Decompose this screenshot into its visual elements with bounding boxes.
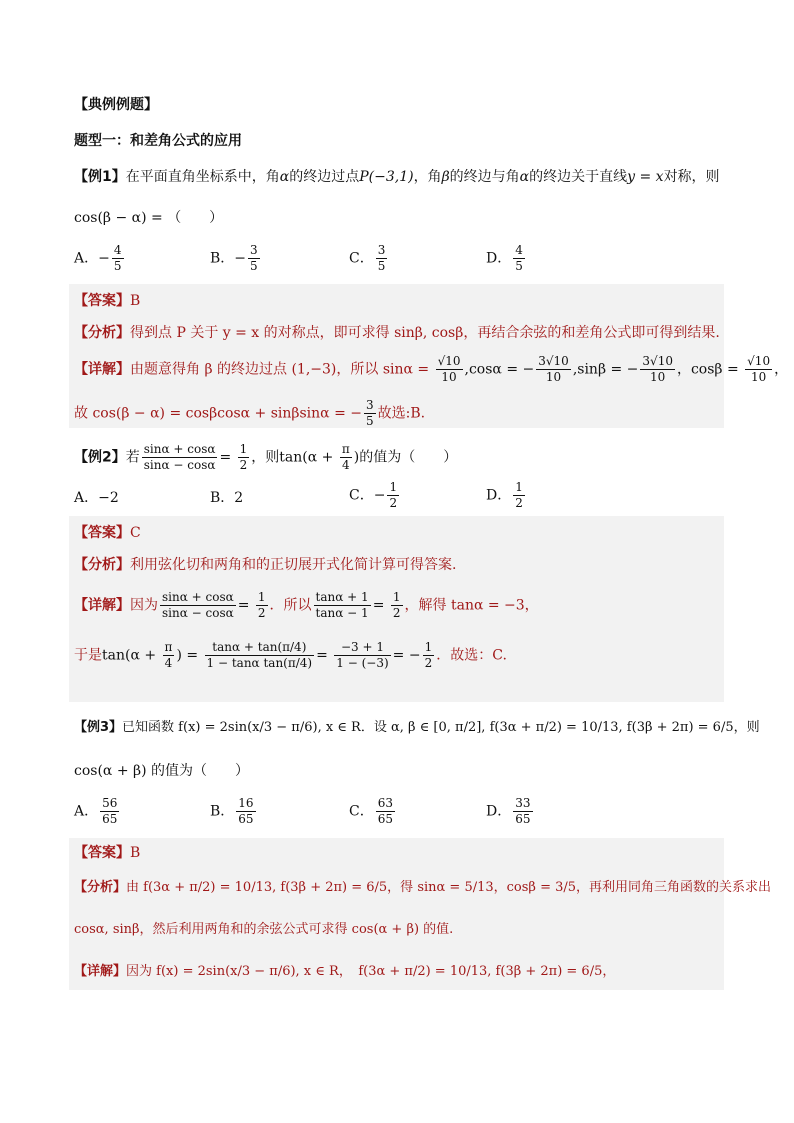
example2-answer: 【答案】C <box>74 525 141 541</box>
beta-symbol: β <box>441 169 450 185</box>
stem-text: ，角 <box>413 169 442 185</box>
example3-option-b: B． $\frac{16}{65}$ <box>210 796 254 826</box>
question-type-title: 题型一：和差角公式的应用 <box>74 133 242 149</box>
example1-option-c: C． $\frac{3}{5}$ <box>349 243 386 273</box>
example3-question: cos(α + β) 的值为（ ） <box>74 763 250 779</box>
example2-option-c: C．− $\frac{1}{2}$ <box>349 480 398 510</box>
example1-answer: 【答案】B <box>74 293 141 309</box>
example3-analysis: 【分析】由 f(3α + π/2) = 10/13, f(3β + 2π) = 6/5，得 sinα = 5/13，cosβ = 3/5，再利用同角三角函数的关系求出 <box>74 880 772 895</box>
example3-analysis-cont: cosα, sinβ，然后利用两角和的余弦公式可求得 cos(α + β) 的值. <box>74 922 454 937</box>
example3-option-c: C． $\frac{63}{65}$ <box>349 796 393 826</box>
example2-detail-cont: 于是tan(α + $\frac{\pi}{4}$ ) = $\frac{\tan\alpha + \tan(\pi/4)}{\text{1 − tanα tan(π/4)}}$ = $\frac{-3 + 1}{1 - (-3)}$ = − $\frac{1}{2}$ ．故选：C. <box>74 640 507 670</box>
example1-analysis: 【分析】得到点 P 关于 y = x 的对称点，即可求得 sinβ, cosβ，再结合余弦的和差角公式即可得到结果. <box>74 325 720 341</box>
example2-option-b: B．2 <box>210 490 244 506</box>
point-p: P(−3,1) <box>359 169 414 185</box>
alpha-symbol: α <box>279 169 290 185</box>
example3-option-d: D． $\frac{33}{65}$ <box>486 796 531 826</box>
example1-detail-cont: 故 cos(β − α) = cosβcosα + sinβsinα = − $\frac{3}{5}$ 故选:B. <box>74 398 426 428</box>
example1-option-b: B．− $\frac{3}{5}$ <box>210 243 258 273</box>
example1-option-a: A．− $\frac{4}{5}$ <box>74 243 122 273</box>
example1-stem <box>74 166 720 186</box>
example2-option-d: D． $\frac{1}{2}$ <box>486 480 523 510</box>
example2-option-a: A．−2 <box>74 490 119 506</box>
example2-stem: 【例2】若 $\frac{\sin\alpha + \cos\alpha}{\sin\alpha - \cos\alpha}$ = $\frac{1}{2}$ ，则tan(α + $\frac{\pi}{4}$ )的值为（ ） <box>74 442 458 472</box>
example3-answer: 【答案】B <box>74 845 141 861</box>
example1-option-d: D． $\frac{4}{5}$ <box>486 243 523 273</box>
stem-text: 在平面直角坐标系中，角 <box>125 169 280 185</box>
section-heading: 【典例例题】 <box>74 97 158 113</box>
example1-tag: 【例1】 <box>74 169 126 185</box>
alpha-symbol: α <box>519 169 530 185</box>
example1-question: cos(β − α) = （ ） <box>74 210 224 226</box>
example3-option-a: A． $\frac{56}{65}$ <box>74 796 118 826</box>
example3-detail: 【详解】因为 f(x) = 2sin(x/3 − π/6), x ∈ R， f(3α + π/2) = 10/13, f(3β + 2π) = 6/5， <box>74 964 616 979</box>
stem-text: 对称，则 <box>663 169 720 185</box>
example1-detail: 【详解】由题意得角 β 的终边过点 (1,−3)，所以 sinα = $\frac{√10}{10}$ ,cosα = − $\frac{3√10}{10}$ ,sinβ = − $\frac{3√10}{10}$ ，cosβ = $\frac{√10}{10}$ ， <box>74 354 789 384</box>
stem-text: 的终边与角 <box>449 169 520 185</box>
stem-text: 的终边过点 <box>289 169 360 185</box>
example2-detail: 【详解】因为 $\frac{\sin\alpha + \cos\alpha}{\sin\alpha - \cos\alpha}$ = $\frac{1}{2}$ ．所以 $\frac{\tan\alpha + 1}{\tan\alpha - 1}$ = $\frac{1}{2}$ ，解得 tanα = −3， <box>74 590 539 620</box>
line-equation: y = x <box>627 169 664 185</box>
stem-text: 的终边关于直线 <box>529 169 628 185</box>
example2-analysis: 【分析】利用弦化切和两角和的正切展开式化简计算可得答案. <box>74 557 457 573</box>
example3-stem: 【例3】已知函数 f(x) = 2sin(x/3 − π/6), x ∈ R．设 α, β ∈ [0, π/2], f(3α + π/2) = 10/13, f(3β + 2π) = 6/5，则 <box>74 720 760 735</box>
